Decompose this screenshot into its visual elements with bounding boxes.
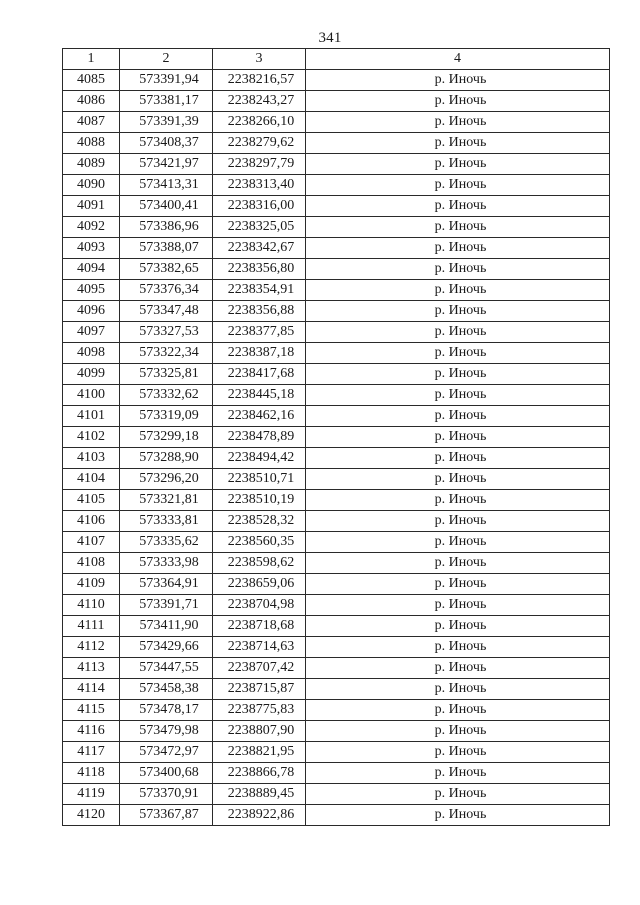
point-number-cell: 4095 bbox=[63, 280, 120, 301]
point-number-cell: 4107 bbox=[63, 532, 120, 553]
y-coordinate-cell: 2238598,62 bbox=[213, 553, 306, 574]
x-coordinate-cell: 573447,55 bbox=[120, 658, 213, 679]
point-number-cell: 4097 bbox=[63, 322, 120, 343]
description-cell: р. Иночь bbox=[306, 574, 610, 595]
y-coordinate-cell: 2238528,32 bbox=[213, 511, 306, 532]
column-header-1: 1 bbox=[63, 49, 120, 70]
table-row bbox=[63, 784, 610, 805]
y-coordinate-cell: 2238659,06 bbox=[213, 574, 306, 595]
y-coordinate-cell: 2238325,05 bbox=[213, 217, 306, 238]
description-cell: р. Иночь bbox=[306, 238, 610, 259]
table-row bbox=[63, 112, 610, 133]
point-number-cell: 4116 bbox=[63, 721, 120, 742]
x-coordinate-cell: 573327,53 bbox=[120, 322, 213, 343]
point-number-cell: 4101 bbox=[63, 406, 120, 427]
x-coordinate-cell: 573391,39 bbox=[120, 112, 213, 133]
column-header-3: 3 bbox=[213, 49, 306, 70]
point-number-cell: 4103 bbox=[63, 448, 120, 469]
description-cell: р. Иночь bbox=[306, 616, 610, 637]
description-cell: р. Иночь bbox=[306, 700, 610, 721]
table-row bbox=[63, 385, 610, 406]
description-cell: р. Иночь bbox=[306, 322, 610, 343]
x-coordinate-cell: 573299,18 bbox=[120, 427, 213, 448]
table-row bbox=[63, 238, 610, 259]
table-row bbox=[63, 511, 610, 532]
table-row bbox=[63, 91, 610, 112]
y-coordinate-cell: 2238387,18 bbox=[213, 343, 306, 364]
point-number-cell: 4112 bbox=[63, 637, 120, 658]
description-cell: р. Иночь bbox=[306, 763, 610, 784]
x-coordinate-cell: 573335,62 bbox=[120, 532, 213, 553]
y-coordinate-cell: 2238494,42 bbox=[213, 448, 306, 469]
y-coordinate-cell: 2238243,27 bbox=[213, 91, 306, 112]
y-coordinate-cell: 2238715,87 bbox=[213, 679, 306, 700]
x-coordinate-cell: 573391,71 bbox=[120, 595, 213, 616]
description-cell: р. Иночь bbox=[306, 448, 610, 469]
point-number-cell: 4096 bbox=[63, 301, 120, 322]
point-number-cell: 4104 bbox=[63, 469, 120, 490]
y-coordinate-cell: 2238922,86 bbox=[213, 805, 306, 826]
x-coordinate-cell: 573479,98 bbox=[120, 721, 213, 742]
y-coordinate-cell: 2238266,10 bbox=[213, 112, 306, 133]
y-coordinate-cell: 2238279,62 bbox=[213, 133, 306, 154]
description-cell: р. Иночь bbox=[306, 784, 610, 805]
point-number-cell: 4102 bbox=[63, 427, 120, 448]
point-number-cell: 4113 bbox=[63, 658, 120, 679]
point-number-cell: 4087 bbox=[63, 112, 120, 133]
description-cell: р. Иночь bbox=[306, 259, 610, 280]
x-coordinate-cell: 573367,87 bbox=[120, 805, 213, 826]
x-coordinate-cell: 573325,81 bbox=[120, 364, 213, 385]
description-cell: р. Иночь bbox=[306, 133, 610, 154]
description-cell: р. Иночь bbox=[306, 112, 610, 133]
x-coordinate-cell: 573429,66 bbox=[120, 637, 213, 658]
x-coordinate-cell: 573478,17 bbox=[120, 700, 213, 721]
description-cell: р. Иночь bbox=[306, 154, 610, 175]
description-cell: р. Иночь bbox=[306, 406, 610, 427]
y-coordinate-cell: 2238342,67 bbox=[213, 238, 306, 259]
point-number-cell: 4109 bbox=[63, 574, 120, 595]
header-row bbox=[63, 49, 610, 70]
table-body bbox=[63, 70, 610, 826]
x-coordinate-cell: 573400,68 bbox=[120, 763, 213, 784]
table-row bbox=[63, 658, 610, 679]
point-number-cell: 4114 bbox=[63, 679, 120, 700]
point-number-cell: 4120 bbox=[63, 805, 120, 826]
x-coordinate-cell: 573322,34 bbox=[120, 343, 213, 364]
description-cell: р. Иночь bbox=[306, 280, 610, 301]
table-row bbox=[63, 700, 610, 721]
table-row bbox=[63, 637, 610, 658]
table-row bbox=[63, 154, 610, 175]
y-coordinate-cell: 2238714,63 bbox=[213, 637, 306, 658]
y-coordinate-cell: 2238821,95 bbox=[213, 742, 306, 763]
table-row bbox=[63, 364, 610, 385]
x-coordinate-cell: 573421,97 bbox=[120, 154, 213, 175]
point-number-cell: 4108 bbox=[63, 553, 120, 574]
page-number: 341 bbox=[318, 30, 342, 46]
point-number-cell: 4090 bbox=[63, 175, 120, 196]
x-coordinate-cell: 573319,09 bbox=[120, 406, 213, 427]
table-row bbox=[63, 742, 610, 763]
description-cell: р. Иночь bbox=[306, 532, 610, 553]
y-coordinate-cell: 2238356,88 bbox=[213, 301, 306, 322]
description-cell: р. Иночь bbox=[306, 301, 610, 322]
point-number-cell: 4111 bbox=[63, 616, 120, 637]
table-row bbox=[63, 259, 610, 280]
y-coordinate-cell: 2238445,18 bbox=[213, 385, 306, 406]
table-row bbox=[63, 616, 610, 637]
description-cell: р. Иночь bbox=[306, 511, 610, 532]
y-coordinate-cell: 2238718,68 bbox=[213, 616, 306, 637]
description-cell: р. Иночь bbox=[306, 805, 610, 826]
description-cell: р. Иночь bbox=[306, 679, 610, 700]
x-coordinate-cell: 573376,34 bbox=[120, 280, 213, 301]
description-cell: р. Иночь bbox=[306, 364, 610, 385]
point-number-cell: 4089 bbox=[63, 154, 120, 175]
point-number-cell: 4110 bbox=[63, 595, 120, 616]
point-number-cell: 4115 bbox=[63, 700, 120, 721]
x-coordinate-cell: 573332,62 bbox=[120, 385, 213, 406]
table-row bbox=[63, 322, 610, 343]
y-coordinate-cell: 2238297,79 bbox=[213, 154, 306, 175]
description-cell: р. Иночь bbox=[306, 343, 610, 364]
x-coordinate-cell: 573364,91 bbox=[120, 574, 213, 595]
table-row bbox=[63, 217, 610, 238]
table-row bbox=[63, 532, 610, 553]
table-row bbox=[63, 553, 610, 574]
x-coordinate-cell: 573386,96 bbox=[120, 217, 213, 238]
y-coordinate-cell: 2238560,35 bbox=[213, 532, 306, 553]
description-cell: р. Иночь bbox=[306, 595, 610, 616]
table-row bbox=[63, 175, 610, 196]
table-row bbox=[63, 805, 610, 826]
x-coordinate-cell: 573388,07 bbox=[120, 238, 213, 259]
x-coordinate-cell: 573333,81 bbox=[120, 511, 213, 532]
column-header-2: 2 bbox=[120, 49, 213, 70]
table-row bbox=[63, 133, 610, 154]
x-coordinate-cell: 573408,37 bbox=[120, 133, 213, 154]
description-cell: р. Иночь bbox=[306, 427, 610, 448]
point-number-cell: 4094 bbox=[63, 259, 120, 280]
description-cell: р. Иночь bbox=[306, 70, 610, 91]
y-coordinate-cell: 2238354,91 bbox=[213, 280, 306, 301]
y-coordinate-cell: 2238510,19 bbox=[213, 490, 306, 511]
x-coordinate-cell: 573400,41 bbox=[120, 196, 213, 217]
point-number-cell: 4119 bbox=[63, 784, 120, 805]
point-number-cell: 4118 bbox=[63, 763, 120, 784]
point-number-cell: 4086 bbox=[63, 91, 120, 112]
point-number-cell: 4098 bbox=[63, 343, 120, 364]
table-row bbox=[63, 490, 610, 511]
y-coordinate-cell: 2238313,40 bbox=[213, 175, 306, 196]
table-row bbox=[63, 427, 610, 448]
description-cell: р. Иночь bbox=[306, 490, 610, 511]
y-coordinate-cell: 2238707,42 bbox=[213, 658, 306, 679]
x-coordinate-cell: 573321,81 bbox=[120, 490, 213, 511]
point-number-cell: 4093 bbox=[63, 238, 120, 259]
description-cell: р. Иночь bbox=[306, 721, 610, 742]
y-coordinate-cell: 2238417,68 bbox=[213, 364, 306, 385]
x-coordinate-cell: 573382,65 bbox=[120, 259, 213, 280]
description-cell: р. Иночь bbox=[306, 637, 610, 658]
point-number-cell: 4106 bbox=[63, 511, 120, 532]
table-row bbox=[63, 448, 610, 469]
x-coordinate-cell: 573472,97 bbox=[120, 742, 213, 763]
table-row bbox=[63, 343, 610, 364]
table-row bbox=[63, 595, 610, 616]
point-number-cell: 4100 bbox=[63, 385, 120, 406]
table-row bbox=[63, 574, 610, 595]
column-header-4: 4 bbox=[306, 49, 610, 70]
point-number-cell: 4099 bbox=[63, 364, 120, 385]
x-coordinate-cell: 573391,94 bbox=[120, 70, 213, 91]
description-cell: р. Иночь bbox=[306, 196, 610, 217]
table-row bbox=[63, 301, 610, 322]
x-coordinate-cell: 573288,90 bbox=[120, 448, 213, 469]
table-row bbox=[63, 70, 610, 91]
y-coordinate-cell: 2238316,00 bbox=[213, 196, 306, 217]
x-coordinate-cell: 573458,38 bbox=[120, 679, 213, 700]
description-cell: р. Иночь bbox=[306, 469, 610, 490]
point-number-cell: 4092 bbox=[63, 217, 120, 238]
y-coordinate-cell: 2238807,90 bbox=[213, 721, 306, 742]
y-coordinate-cell: 2238866,78 bbox=[213, 763, 306, 784]
description-cell: р. Иночь bbox=[306, 385, 610, 406]
point-number-cell: 4091 bbox=[63, 196, 120, 217]
x-coordinate-cell: 573370,91 bbox=[120, 784, 213, 805]
x-coordinate-cell: 573381,17 bbox=[120, 91, 213, 112]
table-row bbox=[63, 280, 610, 301]
y-coordinate-cell: 2238462,16 bbox=[213, 406, 306, 427]
y-coordinate-cell: 2238510,71 bbox=[213, 469, 306, 490]
table-row bbox=[63, 721, 610, 742]
y-coordinate-cell: 2238356,80 bbox=[213, 259, 306, 280]
table-row bbox=[63, 406, 610, 427]
x-coordinate-cell: 573411,90 bbox=[120, 616, 213, 637]
point-number-cell: 4085 bbox=[63, 70, 120, 91]
y-coordinate-cell: 2238478,89 bbox=[213, 427, 306, 448]
y-coordinate-cell: 2238775,83 bbox=[213, 700, 306, 721]
description-cell: р. Иночь bbox=[306, 553, 610, 574]
y-coordinate-cell: 2238216,57 bbox=[213, 70, 306, 91]
table-header bbox=[63, 49, 610, 70]
y-coordinate-cell: 2238377,85 bbox=[213, 322, 306, 343]
x-coordinate-cell: 573347,48 bbox=[120, 301, 213, 322]
point-number-cell: 4117 bbox=[63, 742, 120, 763]
description-cell: р. Иночь bbox=[306, 91, 610, 112]
table-row bbox=[63, 763, 610, 784]
description-cell: р. Иночь bbox=[306, 217, 610, 238]
x-coordinate-cell: 573333,98 bbox=[120, 553, 213, 574]
coordinates-table bbox=[62, 48, 610, 826]
point-number-cell: 4088 bbox=[63, 133, 120, 154]
point-number-cell: 4105 bbox=[63, 490, 120, 511]
description-cell: р. Иночь bbox=[306, 658, 610, 679]
x-coordinate-cell: 573413,31 bbox=[120, 175, 213, 196]
table-row bbox=[63, 469, 610, 490]
x-coordinate-cell: 573296,20 bbox=[120, 469, 213, 490]
table-row bbox=[63, 196, 610, 217]
table-row bbox=[63, 679, 610, 700]
description-cell: р. Иночь bbox=[306, 742, 610, 763]
y-coordinate-cell: 2238889,45 bbox=[213, 784, 306, 805]
description-cell: р. Иночь bbox=[306, 175, 610, 196]
y-coordinate-cell: 2238704,98 bbox=[213, 595, 306, 616]
